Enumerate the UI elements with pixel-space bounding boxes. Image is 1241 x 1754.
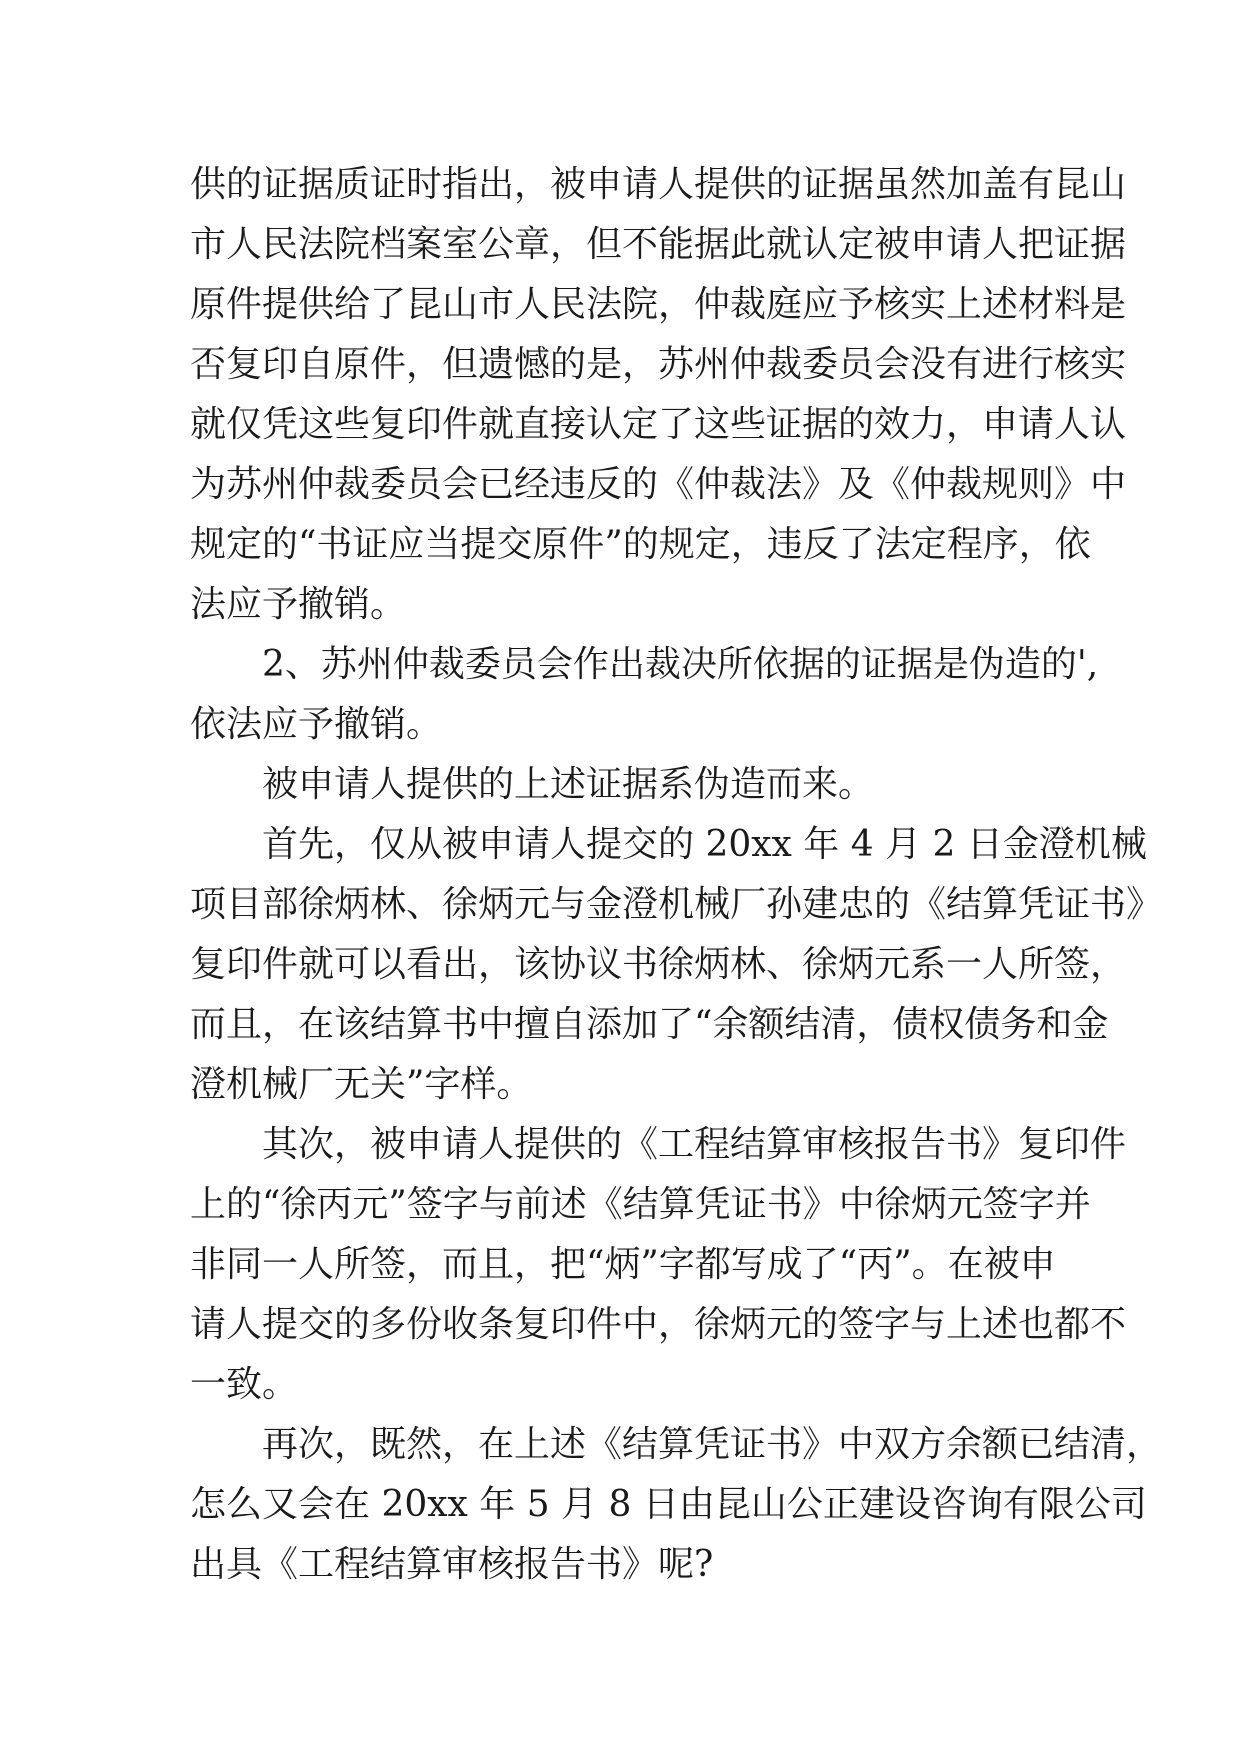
paragraph bbox=[190, 1415, 1163, 1595]
text-line: 一致。 bbox=[190, 1364, 299, 1405]
text-line: 就仅凭这些复印件就直接认定了这些证据的效力，申请人认 bbox=[190, 404, 1127, 445]
text-line: 依法应予撤销。 bbox=[190, 704, 443, 745]
text-line: 请人提交的多份收条复印件中，徐炳元的签字与上述也都不 bbox=[190, 1304, 1127, 1345]
text-line: 澄机械厂无关”字样。 bbox=[190, 1064, 533, 1105]
text-line: 规定的“书证应当提交原件”的规定，违反了法定程序，依 bbox=[190, 524, 1091, 565]
text-line: 其次，被申请人提供的《工程结算审核报告书》复印件 bbox=[262, 1124, 1127, 1165]
text-line: 供的证据质证时指出，被申请人提供的证据虽然加盖有昆山 bbox=[190, 164, 1127, 205]
text-line: 再次，既然，在上述《结算凭证书》中双方余额已结清， bbox=[262, 1424, 1163, 1465]
paragraph bbox=[190, 635, 1099, 755]
text-line: 首先，仅从被申请人提交的 20xx 年 4 月 2 日金澄机械 bbox=[262, 824, 1147, 865]
text-line: 怎么又会在 20xx 年 5 月 8 日由昆山公正建设咨询有限公司 bbox=[190, 1484, 1147, 1525]
text-line: 而且，在该结算书中擅自添加了“余额结清，债权债务和金 bbox=[190, 1004, 1109, 1045]
text-line: 为苏州仲裁委员会已经违反的《仲裁法》及《仲裁规则》中 bbox=[190, 464, 1127, 505]
text-line: 项目部徐炳林、徐炳元与金澄机械厂孙建忠的《结算凭证书》 bbox=[190, 884, 1163, 925]
text-line: 市人民法院档案室公章，但不能据此就认定被申请人把证据 bbox=[190, 224, 1127, 265]
text-line: 上的“徐丙元”签字与前述《结算凭证书》中徐炳元签字并 bbox=[190, 1184, 1091, 1225]
document-page bbox=[190, 155, 1163, 1595]
text-line: 非同一人所签，而且，把“炳”字都写成了“丙”。在被申 bbox=[190, 1244, 1056, 1285]
text-line: 法应予撤销。 bbox=[190, 584, 407, 625]
text-line: 2、苏州仲裁委员会作出裁决所依据的证据是伪造的', bbox=[262, 644, 1099, 685]
paragraph bbox=[190, 155, 1127, 635]
paragraph bbox=[190, 1115, 1127, 1415]
paragraph bbox=[190, 815, 1163, 1115]
text-line: 否复印自原件，但遗憾的是，苏州仲裁委员会没有进行核实 bbox=[190, 344, 1127, 385]
text-line: 出具《工程结算审核报告书》呢? bbox=[190, 1544, 714, 1585]
text-line: 原件提供给了昆山市人民法院，仲裁庭应予核实上述材料是 bbox=[190, 284, 1127, 325]
text-line: 被申请人提供的上述证据系伪造而来。 bbox=[262, 764, 875, 805]
paragraph bbox=[190, 755, 1050, 815]
text-line: 复印件就可以看出，该协议书徐炳林、徐炳元系一人所签， bbox=[190, 944, 1127, 985]
